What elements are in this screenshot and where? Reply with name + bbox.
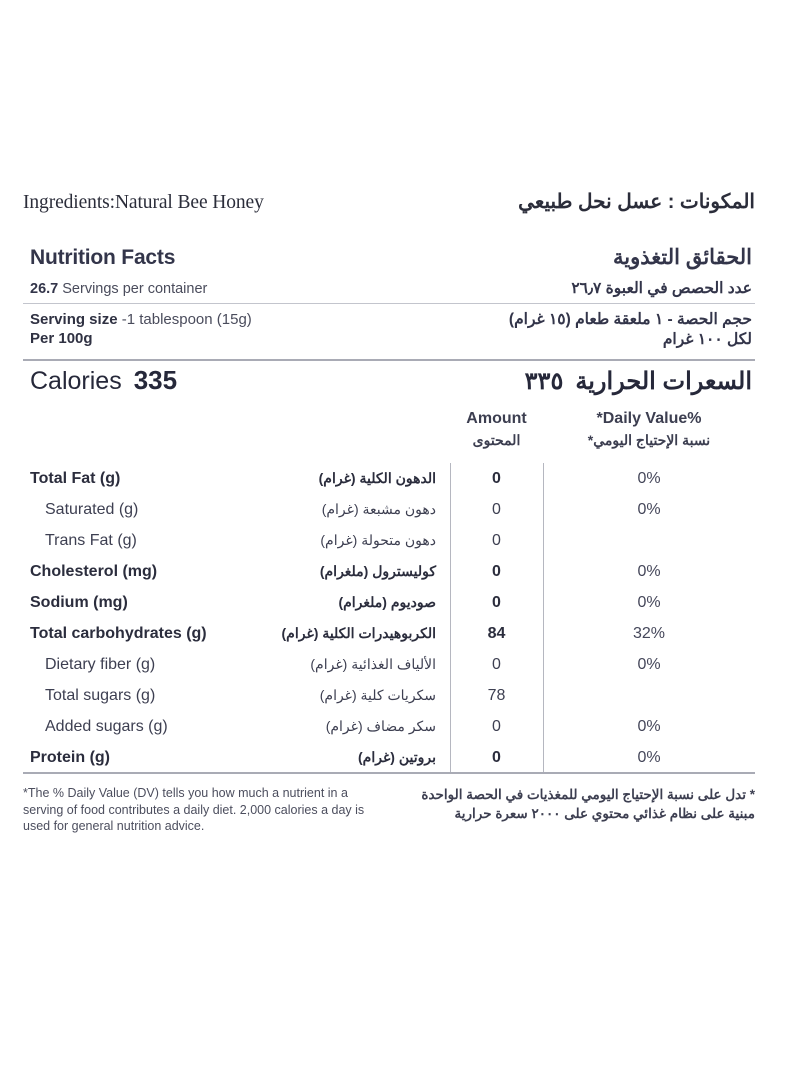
- serving-size-value: -1 tablespoon (15g): [121, 311, 252, 328]
- nutrient-daily-value: 32%: [632, 624, 666, 642]
- serving-size-arabic: [509, 310, 752, 350]
- nutrient-row: [23, 711, 755, 742]
- servings-count: 26.7: [30, 281, 59, 297]
- serving-size-arabic-line2: لكل ١٠٠ غرام: [662, 330, 752, 348]
- nutrition-facts-title-row: [30, 245, 752, 270]
- nutrient-daily-value: 0%: [637, 500, 661, 518]
- ingredients-english: Ingredients:Natural Bee Honey: [23, 192, 264, 213]
- nutrient-row: [23, 680, 755, 711]
- nutrient-daily-value: 0%: [637, 593, 661, 611]
- footnote-arabic: * تدل على نسبة الإحتياج اليومي للمغذيات في الحصة الواحدة مبنية على نظام غذائي محتوي على ٢٠٠٠ سعرة حرارية: [421, 787, 755, 822]
- nutrient-amount: 78: [487, 686, 506, 704]
- column-header-daily-value: *Daily Value%: [596, 410, 702, 427]
- nutrient-amount: 84: [487, 624, 506, 642]
- nutrient-row: [23, 649, 755, 680]
- nutrient-row: [23, 525, 755, 556]
- calories-arabic: [525, 367, 752, 396]
- nutrient-name-arabic: بروتين (غرام): [358, 749, 436, 765]
- nutrient-row: [23, 463, 755, 494]
- nutrient-row: [23, 587, 755, 618]
- nutrient-amount: 0: [492, 469, 501, 487]
- nutrient-name-english: Cholesterol (mg): [30, 562, 158, 580]
- nutrient-name-arabic: دهون متحولة (غرام): [320, 532, 436, 548]
- serving-size-arabic-line1: حجم الحصة - ١ ملعقة طعام (١٥ غرام): [508, 311, 752, 328]
- nutrient-daily-value: 0%: [637, 562, 661, 580]
- nutrient-name-arabic: صوديوم (ملغرام): [338, 594, 436, 610]
- nutrient-amount: 0: [492, 593, 501, 611]
- nutrient-name-arabic: سكر مضاف (غرام): [325, 718, 436, 734]
- nutrient-amount: 0: [492, 531, 501, 549]
- nutrient-amount: 0: [492, 748, 501, 766]
- nutrient-name-english: Protein (g): [30, 748, 110, 766]
- nutrient-name-arabic: الكربوهيدرات الكلية (غرام): [281, 625, 436, 641]
- serving-size-row: [30, 310, 752, 350]
- column-headers-arabic: [450, 432, 755, 449]
- nutrient-row: [23, 618, 755, 649]
- column-header-amount: Amount: [466, 410, 527, 427]
- nutrient-row: [23, 556, 755, 587]
- nutrient-name-english: Total Fat (g): [30, 469, 121, 487]
- calories-value: 335: [133, 365, 178, 395]
- nutrient-name-arabic: الدهون الكلية (غرام): [318, 470, 436, 486]
- nutrient-table: [23, 463, 755, 773]
- divider-above-calories: [23, 359, 755, 361]
- column-header-amount-arabic: المحتوى: [472, 432, 521, 448]
- nutrient-name-arabic: دهون مشبعة (غرام): [321, 501, 436, 517]
- nutrient-name-arabic: سكريات كلية (غرام): [319, 687, 436, 703]
- column-headers-english: [450, 410, 755, 428]
- nutrient-amount: 0: [492, 717, 501, 735]
- nutrition-facts-title-arabic: الحقائق التغذوية: [613, 246, 752, 269]
- nutrient-amount: 0: [492, 500, 501, 518]
- ingredients-row: [23, 189, 755, 217]
- calories-value-arabic: ٣٣٥: [524, 368, 564, 395]
- nutrient-name-english: Trans Fat (g): [45, 531, 137, 549]
- calories-row: [30, 365, 752, 396]
- nutrient-daily-value: 0%: [637, 748, 661, 766]
- column-headers: [450, 410, 755, 456]
- serving-size-per-100g: Per 100g: [30, 330, 93, 348]
- footnote-english: *The % Daily Value (DV) tells you how much a nutrient in a serving of food contributes a daily diet. 2,000 calories a day is used for general nutrition advice.: [23, 786, 365, 833]
- nutrient-name-english: Dietary fiber (g): [45, 655, 156, 673]
- nutrient-daily-value: 0%: [637, 717, 661, 735]
- nutrient-name-arabic: كوليسترول (ملغرام): [319, 563, 436, 579]
- divider-table-bottom: [23, 772, 755, 774]
- ingredients-arabic: المكونات : عسل نحل طبيعي: [518, 191, 755, 213]
- calories-english: [30, 365, 177, 396]
- servings-per-container-arabic: عدد الحصص في العبوة ٢٦٫٧: [571, 280, 752, 297]
- serving-size-label: Serving size: [30, 311, 118, 328]
- nutrient-name-english: Saturated (g): [45, 500, 139, 518]
- servings-per-container-english: [30, 281, 207, 297]
- nutrient-row: [23, 742, 755, 773]
- calories-label: Calories: [30, 367, 122, 395]
- nutrient-daily-value: 0%: [637, 469, 661, 487]
- footnote-row: [23, 785, 755, 835]
- servings-per-container-row: [30, 279, 752, 298]
- nutrient-row: [23, 494, 755, 525]
- nutrient-name-english: Total sugars (g): [45, 686, 156, 704]
- nutrient-name-arabic: الألياف الغذائية (غرام): [310, 656, 436, 672]
- servings-label: Servings per container: [62, 281, 208, 297]
- nutrient-name-english: Total carbohydrates (g): [30, 624, 207, 642]
- nutrient-name-english: Sodium (mg): [30, 593, 128, 611]
- serving-size-english: [30, 310, 252, 348]
- nutrient-name-english: Added sugars (g): [45, 717, 168, 735]
- nutrition-facts-title-english: Nutrition Facts: [30, 246, 176, 269]
- column-header-daily-value-arabic: نسبة الإحتياج اليومي*: [587, 432, 711, 448]
- calories-label-arabic: السعرات الحرارية: [575, 368, 752, 395]
- nutrient-amount: 0: [492, 562, 501, 580]
- divider-under-servings: [23, 303, 755, 304]
- nutrient-daily-value: 0%: [637, 655, 661, 673]
- nutrient-amount: 0: [492, 655, 501, 673]
